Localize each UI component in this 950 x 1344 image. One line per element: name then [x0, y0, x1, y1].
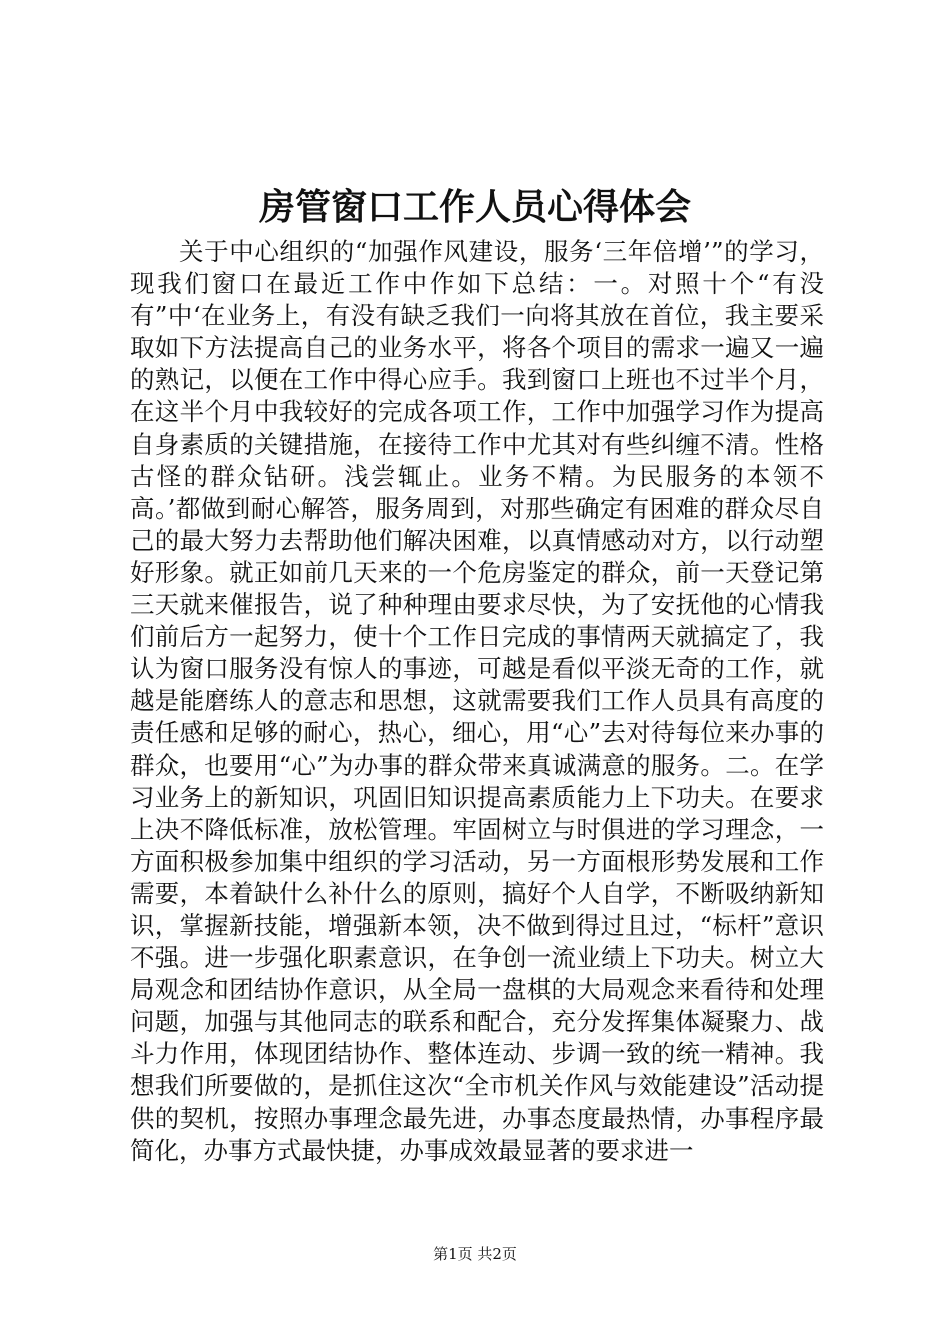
page-number: 第1页 共2页 — [433, 1245, 517, 1263]
document-title: 房管窗口工作人员心得体会 — [258, 186, 691, 228]
body-paragraph: 关于中心组织的“加强作风建设，服务‘三年倍增’”的学习，现我们窗口在最近工作中作如下总结：一。对照十个“有没有”中‘在业务上，有没有缺乏我们一向将其放在首位，我主要采取如下方法提高自己的业务水平，将各个项目的需求一遍又一遍的熟记，以便在工作中得心应手。我到窗口上班也不过半个月，在这半个月中我较好的完成各项工作，工作中加强学习作为提高自身素质的关键措施，在接待工作中尤其对有些纠缠不清。性格古怪的群众钻研。浅尝辄止。业务不精。为民服务的本领不高。’都做到耐心解答，服务周到，对那些确定有困难的群众尽自己的最大努力去帮助他们解决困难，以真情感动对方，以行动塑好形象。就正如前几天来的一个危房鉴定的群众，前一天登记第三天就来催报告，说了种种理由要求尽快，为了安抚他的心情我们前后方一起努力，使十个工作日完成的事情两天就搞定了，我认为窗口服务没有惊人的事迹，可越是看似平淡无奇的工作，就越是能磨练人的意志和思想，这就需要我们工作人员具有高度的责任感和足够的耐心，热心，细心，用“心”去对待每位来办事的群众，也要用“心”为办事的群众带来真诚满意的服务。二。在学习业务上的新知识，巩固旧知识提高素质能力上下功夫。在要求上决不降低标准，放松管理。牢固树立与时俱进的学习理念，一方面积极参加集中组织的学习活动，另一方面根形势发展和工作需要，本着缺什么补什么的原则，搞好个人自学，不断吸纳新知识，掌握新技能，增强新本领，决不做到得过且过，“标杆”意识不强。进一步强化职素意识，在争创一流业绩上下功夫。树立大局观念和团结协作意识，从全局一盘棋的大局观念来看待和处理问题，加强与其他同志的联系和配合，充分发挥集体凝聚力、战斗力作用，体现团结协作、整体连动、步调一致的统一精神。我想我们所要做的，是抓住这次“全市机关作风与效能建设”活动提供的契机，按照办事理念最先进，办事态度最热情，办事程序最简化，办事方式最快捷，办事成效最显著的要求进一 — [130, 237, 824, 1165]
